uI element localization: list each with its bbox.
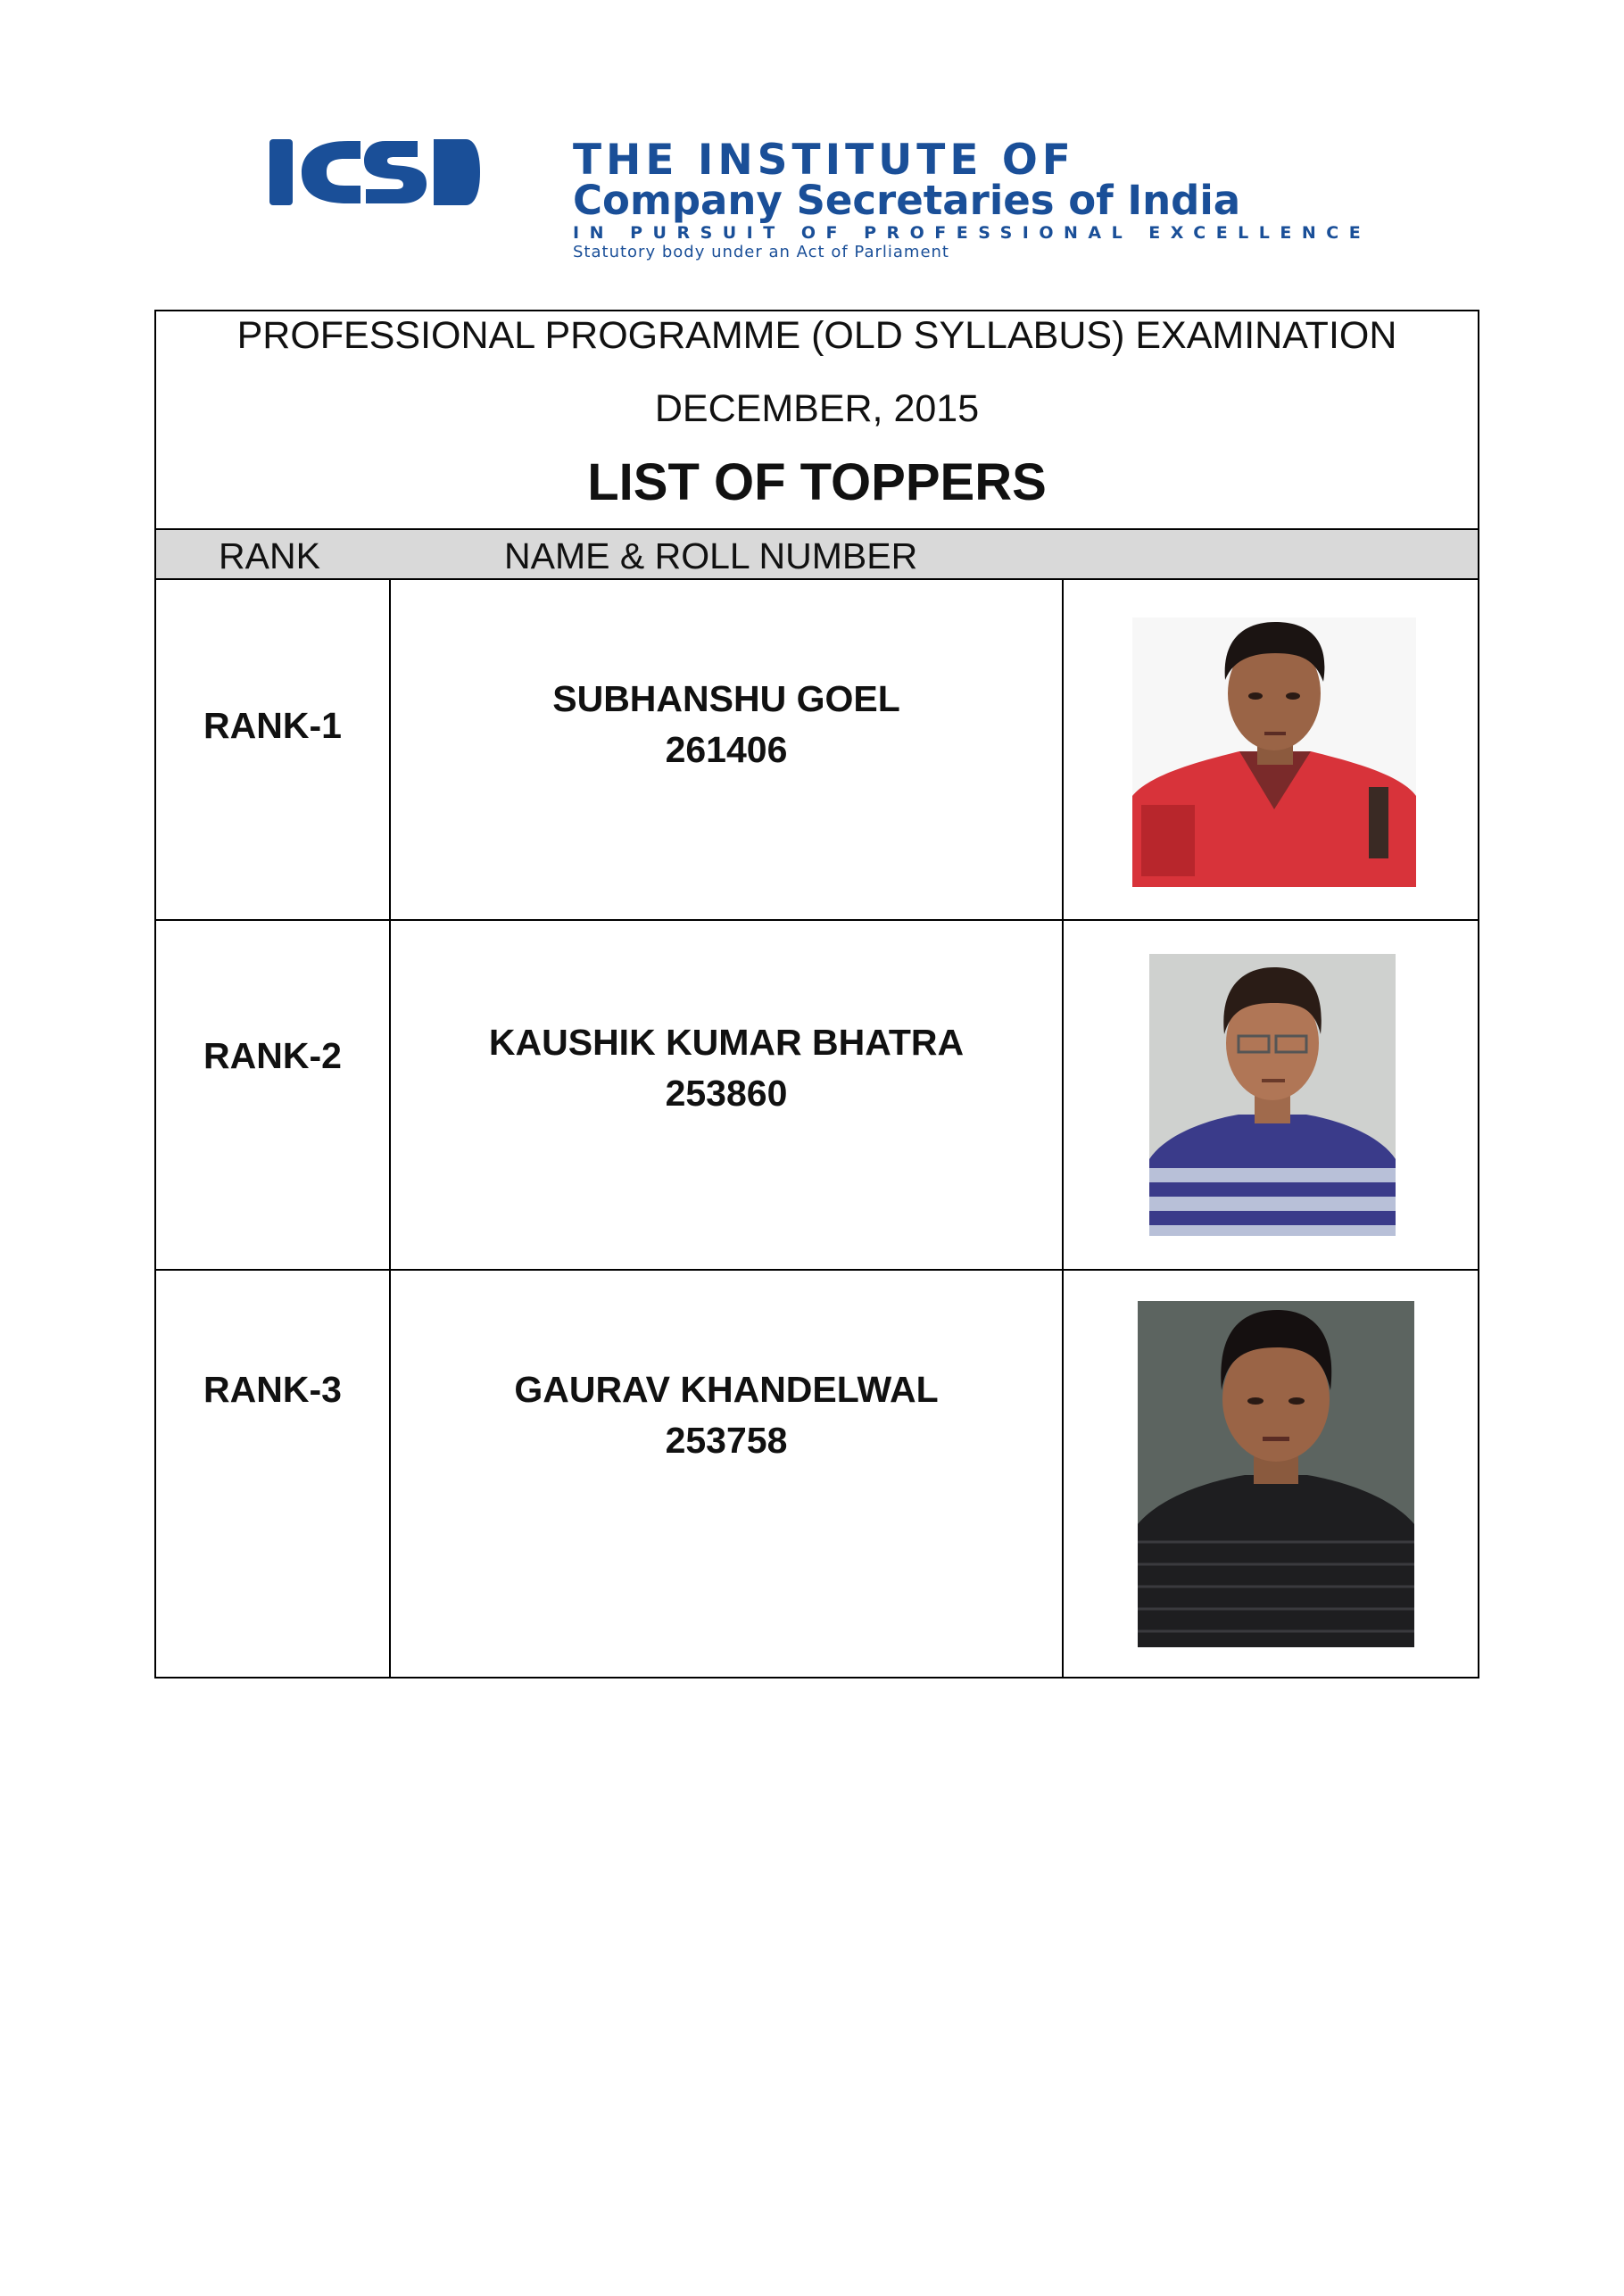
toppers-table bbox=[154, 310, 1479, 1678]
rank-label: RANK-1 bbox=[203, 705, 342, 746]
org-statutory: Statutory body under an Act of Parliament bbox=[573, 243, 949, 261]
table-row bbox=[156, 1271, 1478, 1677]
header-name-roll: NAME & ROLL NUMBER bbox=[504, 535, 918, 576]
topper-name: SUBHANSHU GOEL bbox=[552, 678, 900, 719]
org-line2: Company Secretaries of India bbox=[573, 177, 1241, 224]
header-rank: RANK bbox=[219, 535, 320, 576]
organization-name bbox=[573, 136, 1394, 262]
topper-photo bbox=[1138, 1301, 1414, 1647]
icsi-logo bbox=[268, 134, 482, 211]
topper-photo bbox=[1149, 954, 1396, 1236]
exam-session: DECEMBER, 2015 bbox=[654, 387, 980, 430]
org-tagline: IN PURSUIT OF PROFESSIONAL EXCELLENCE bbox=[573, 223, 1371, 243]
roll-number: 253860 bbox=[665, 1073, 788, 1114]
roll-number: 261406 bbox=[665, 729, 788, 770]
topper-name: GAURAV KHANDELWAL bbox=[514, 1369, 939, 1410]
topper-name: KAUSHIK KUMAR BHATRA bbox=[488, 1022, 965, 1063]
topper-photo bbox=[1132, 618, 1416, 887]
rank-label: RANK-3 bbox=[203, 1369, 342, 1410]
table-row bbox=[156, 580, 1478, 921]
exam-title: PROFESSIONAL PROGRAMME (OLD SYLLABUS) EXAMINATION bbox=[236, 314, 1397, 357]
rank-label: RANK-2 bbox=[203, 1035, 342, 1076]
table-header-row bbox=[156, 528, 1478, 580]
roll-number: 253758 bbox=[665, 1420, 788, 1461]
org-line1: THE INSTITUTE OF bbox=[573, 136, 1075, 185]
table-row bbox=[156, 921, 1478, 1271]
list-title: LIST OF TOPPERS bbox=[587, 453, 1047, 511]
